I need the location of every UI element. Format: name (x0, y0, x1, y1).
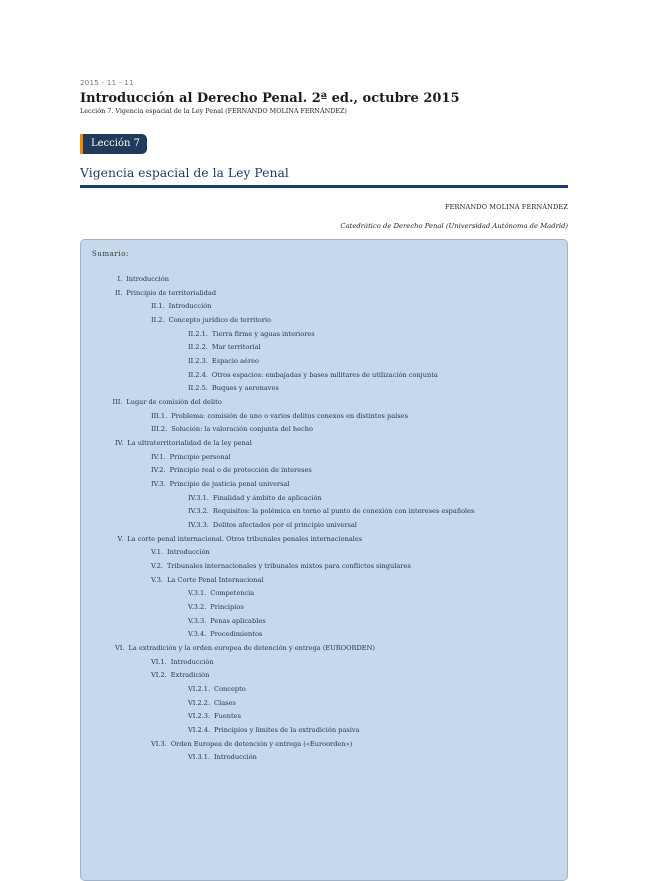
toc-item-number: II. (115, 288, 123, 297)
toc-item[interactable] (188, 617, 266, 625)
toc-item-number: V.1. (151, 548, 163, 557)
toc-item-text: Clases (214, 698, 236, 707)
toc-item-text: Introducción (214, 753, 257, 762)
toc-item-number: V.3.3. (188, 616, 207, 625)
author-name: FERNANDO MOLINA FERNÁNDEZ (444, 203, 568, 211)
toc-item-text: Problema: comisión de uno o varios delitos conexos en distintos países (171, 411, 408, 420)
toc-item-text: Concepto (214, 685, 246, 694)
lesson-subtitle: Lección 7. Vigencia espacial de la Ley Penal (FERNANDO MOLINA FERNÁNDEZ) (80, 107, 347, 115)
toc-item-text: Tierra firme y aguas interiores (211, 329, 315, 338)
toc-item-number: IV.1. (151, 452, 166, 461)
toc-item[interactable] (188, 630, 262, 638)
toc-item-text: Principio de justicia penal universal (169, 480, 290, 489)
toc-item-text: La Corte Penal Internacional (167, 575, 264, 584)
toc-item-number: VI.3. (151, 739, 167, 748)
toc-item-text: Procedimientos (210, 630, 263, 639)
toc-item-text: La corte penal internacional. Otros tribunales penales internacionales (127, 534, 363, 543)
toc-item[interactable] (188, 521, 357, 529)
toc-item-text: La ultraterritorialidad de la ley penal (127, 439, 252, 448)
toc-item-number: V. (117, 534, 124, 543)
toc-item[interactable] (151, 548, 210, 556)
toc-item[interactable] (151, 453, 231, 461)
toc-item-text: Principios (210, 603, 244, 612)
toc-item-text: Orden Europea de detención y entrega («Euroorden») (170, 739, 353, 748)
toc-item-text: Introducción (167, 548, 210, 557)
toc-item[interactable] (188, 357, 259, 365)
toc-item-text: Fuentes (214, 712, 241, 721)
toc-item-number: II.2.2. (188, 343, 208, 352)
toc-item-number: V.3.4. (188, 630, 207, 639)
toc-item-text: Extradición (170, 671, 210, 680)
toc-item[interactable] (118, 535, 363, 543)
toc-item[interactable] (188, 685, 246, 693)
toc-item-number: VI.2.4. (188, 726, 211, 735)
toc-item-number: II.1. (151, 302, 165, 311)
toc-item-number: VI. (115, 644, 125, 653)
toc-item-number: III.1. (151, 411, 168, 420)
toc-item-number: IV.3.1. (188, 493, 209, 502)
toc-item-text: Otros espacios: embajadas y bases militares de utilización conjunta (211, 370, 438, 379)
toc-item[interactable] (151, 480, 290, 488)
toc-item-number: IV.3.2. (188, 507, 209, 516)
lesson-badge: Lección 7 (80, 134, 147, 154)
toc-item-number: I. (117, 275, 123, 283)
chapter-title: Vigencia espacial de la Ley Penal (80, 165, 289, 180)
toc-item-text: Introducción (170, 657, 214, 666)
toc-item-text: Concepto jurídico de territorio (168, 316, 272, 324)
toc-item-text: Lugar de comisión del delito (126, 398, 222, 407)
toc-item[interactable] (113, 398, 222, 406)
book-title: Introducción al Derecho Penal. 2ª ed., octubre 2015 (80, 91, 460, 106)
summary-box (80, 239, 568, 881)
toc-item[interactable] (188, 603, 244, 611)
toc-item-text: Mar territorial (211, 343, 261, 352)
toc-item[interactable] (188, 384, 279, 392)
toc-item[interactable] (151, 412, 408, 420)
toc-item-number: IV. (115, 439, 124, 448)
toc-item[interactable] (118, 275, 170, 283)
toc-item[interactable] (188, 753, 257, 761)
toc-item[interactable] (151, 466, 312, 474)
author-role: Catedrático de Derecho Penal (Universidad Autónoma de Madrid) (340, 222, 568, 230)
toc-item-number: II.2.3. (188, 357, 208, 366)
toc-item-text: Introducción (168, 302, 212, 311)
toc-item-number: IV.2. (151, 466, 166, 475)
toc-item-text: Penas aplicables (210, 616, 266, 625)
toc-item[interactable] (115, 289, 216, 297)
publication-date: 2015 - 11 - 11 (80, 79, 134, 87)
toc-item-text: Solución: la valoración conjunta del hecho (171, 425, 313, 434)
toc-item[interactable] (115, 644, 375, 652)
toc-item-text: Tribunales internacionales y tribunales mixtos para conflictos singulares (167, 562, 411, 571)
toc-item[interactable] (188, 371, 438, 379)
toc-item-text: Buques y aeronaves (211, 384, 279, 393)
toc-item-text: Competencia (210, 589, 255, 598)
toc-item-number: VI.1. (151, 657, 167, 666)
toc-item-number: V.3.1. (188, 589, 207, 598)
toc-item-number: VI.2. (151, 671, 167, 680)
toc-item-text: Introducción (126, 275, 170, 283)
toc-item[interactable] (188, 726, 359, 734)
toc-item-text: Principio personal (169, 452, 231, 461)
toc-item-number: IV.3.3. (188, 521, 209, 530)
toc-item[interactable] (188, 507, 474, 515)
toc-item-number: V.2. (151, 562, 163, 571)
toc-item[interactable] (188, 343, 261, 351)
toc-item[interactable] (188, 712, 241, 720)
toc-item[interactable] (188, 589, 254, 597)
toc-item-number: II.2.5. (188, 384, 208, 393)
toc-item-number: IV.3. (151, 480, 166, 489)
toc-item-text: Delitos afectados por el principio universal (212, 521, 357, 530)
toc-item-number: V.3. (151, 575, 163, 584)
toc-item-number: III.2. (151, 425, 168, 434)
toc-item[interactable] (151, 562, 411, 570)
toc-item-number: VI.2.3. (188, 712, 211, 721)
toc-item[interactable] (151, 425, 313, 433)
toc-item-text: Requisitos: la polémica en torno al punto de conexión con intereses españoles (212, 507, 475, 516)
toc-item-text: Principio de territorialidad (126, 288, 217, 297)
toc-item[interactable] (151, 302, 211, 310)
summary-label: Sumario: (92, 250, 130, 258)
toc-item[interactable] (188, 330, 315, 338)
toc-item[interactable] (188, 494, 322, 502)
toc-item-text: Principio real o de protección de intereses (169, 466, 312, 475)
toc-item[interactable] (151, 576, 263, 584)
toc-item[interactable] (115, 439, 252, 447)
toc-item-text: La extradición y la orden europea de detención y entrega (EUROORDEN) (128, 644, 375, 653)
toc-item-text: Finalidad y ámbito de aplicación (212, 493, 322, 502)
toc-item-number: VI.2.1. (188, 685, 211, 694)
toc-item-number: II.2.1. (188, 329, 208, 338)
toc-item-number: VI.3.1. (188, 753, 211, 762)
toc-item[interactable] (151, 316, 271, 324)
toc-item-number: VI.2.2. (188, 698, 211, 707)
toc-item[interactable] (151, 671, 209, 679)
toc-item-text: Principios y límites de la extradición pasiva (214, 726, 360, 735)
toc-item-number: III. (112, 398, 123, 407)
toc-item-number: V.3.2. (188, 603, 207, 612)
title-divider (80, 185, 568, 188)
toc-item[interactable] (151, 740, 352, 748)
toc-item-number: II.2. (151, 316, 165, 324)
toc-item-text: Espacio aéreo (211, 357, 259, 366)
toc-item-number: II.2.4. (188, 370, 208, 379)
toc-item[interactable] (151, 658, 214, 666)
toc-item[interactable] (188, 699, 236, 707)
